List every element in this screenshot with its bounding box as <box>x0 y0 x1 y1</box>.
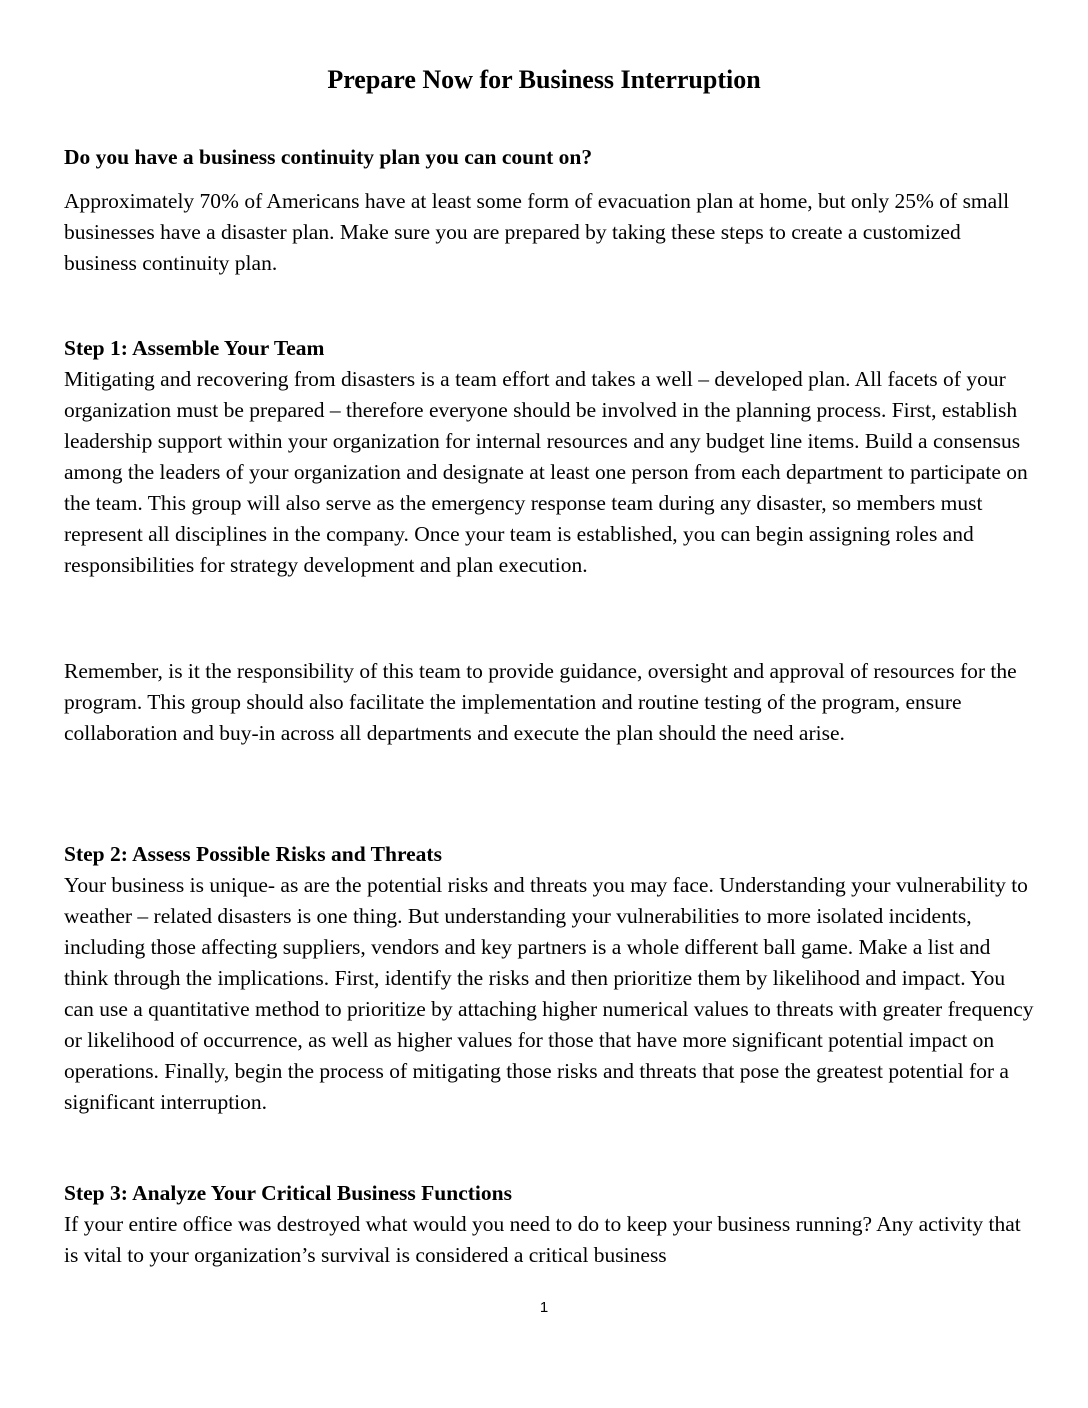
step1-heading: Step 1: Assemble Your Team <box>64 336 325 360</box>
step2-paragraph: Your business is unique- as are the potential risks and threats you may face. Understanding your vulnerability to weather – related disasters is one thing. But understanding your vulnerabilities to more isolated incidents, including those affecting suppliers, vendors and key partners is a whole different ball game. Make a list and think through the implications. First, identify the risks and then prioritize them by likelihood and impact. You can use a quantitative method to prioritize by attaching higher numerical values to threats with greater frequency or likelihood of occurrence, as well as higher values for those that have more significant potential impact on operations. Finally, begin the process of mitigating those risks and threats that pose the greatest potential for a significant interruption. <box>64 873 1034 1114</box>
step1-section <box>64 333 1034 581</box>
step2-section <box>64 839 1034 1118</box>
step3-section <box>64 1178 1034 1271</box>
step1-paragraph-1: Mitigating and recovering from disasters is a team effort and takes a well – developed plan. All facets of your organization must be prepared – therefore everyone should be involved in the planning process. First, establish leadership support within your organization for internal resources and any budget line items. Build a consensus among the leaders of your organization and designate at least one person from each department to participate on the team. This group will also serve as the emergency response team during any disaster, so members must represent all disciplines in the company. Once your team is established, you can begin assigning roles and responsibilities for strategy development and plan execution. <box>64 367 1028 577</box>
document-title: Prepare Now for Business Interruption <box>327 65 761 94</box>
intro-section <box>64 142 1034 279</box>
step1-continued <box>64 656 1034 749</box>
step1-paragraph-2: Remember, is it the responsibility of this team to provide guidance, oversight and approval of resources for the program. This group should also facilitate the implementation and routine testing of the program, ensure collaboration and buy-in across all departments and execute the plan should the need arise. <box>64 659 1017 745</box>
intro-heading: Do you have a business continuity plan you can count on? <box>64 145 593 169</box>
step2-heading: Step 2: Assess Possible Risks and Threats <box>64 842 442 866</box>
step3-paragraph: If your entire office was destroyed what would you need to do to keep your business running? Any activity that is vital to your organization’s survival is considered a critical business <box>64 1212 1021 1267</box>
step3-heading: Step 3: Analyze Your Critical Business Functions <box>64 1181 512 1205</box>
intro-paragraph: Approximately 70% of Americans have at least some form of evacuation plan at home, but only 25% of small businesses have a disaster plan. Make sure you are prepared by taking these steps to create a customized business continuity plan. <box>64 189 1010 275</box>
page-number: 1 <box>539 1299 549 1316</box>
